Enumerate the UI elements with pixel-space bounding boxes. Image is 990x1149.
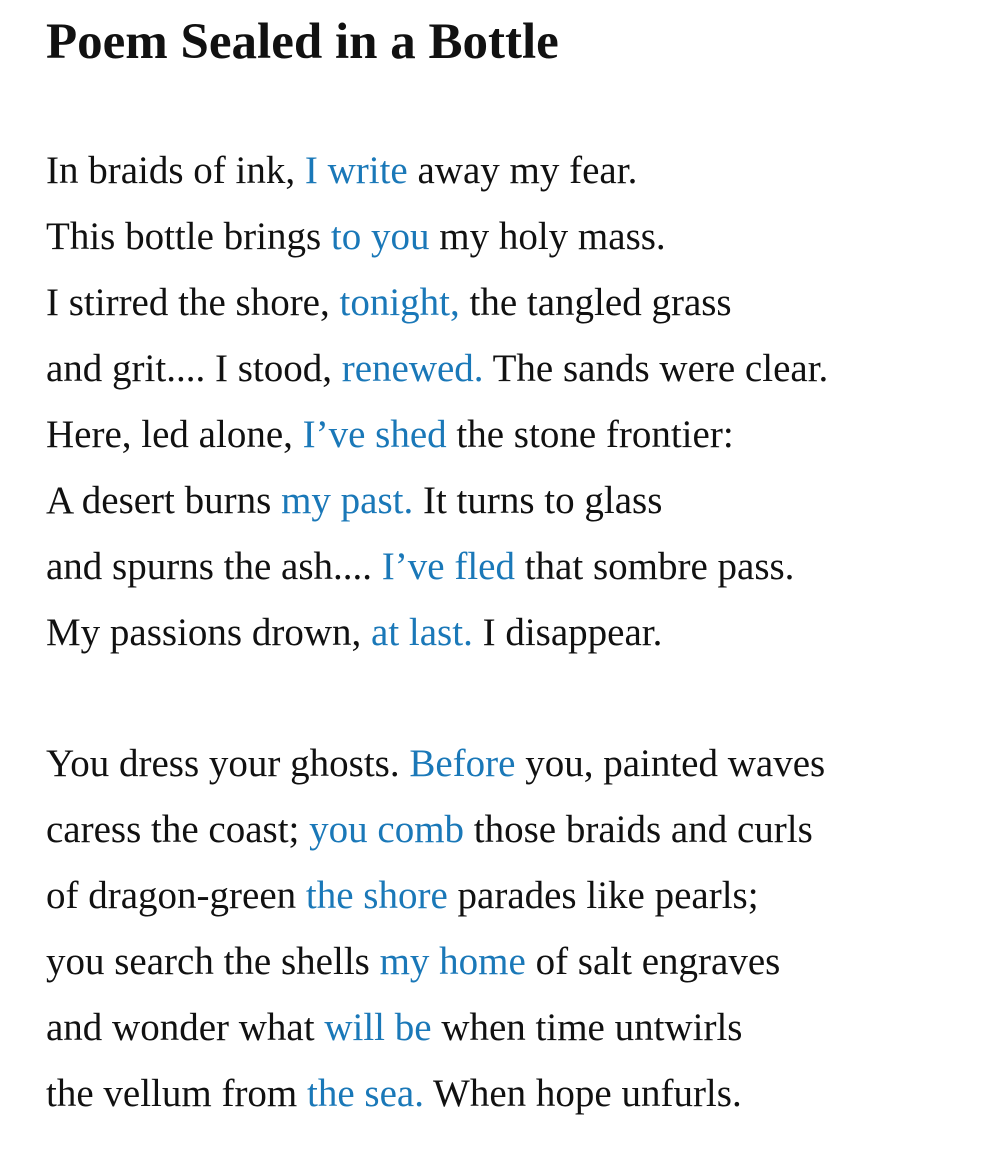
poem-line: You dress your ghosts. Before you, painted waves	[46, 742, 826, 785]
poem-line: the vellum from the sea. When hope unfurls.	[46, 1072, 742, 1115]
poem-title: Poem Sealed in a Bottle	[46, 14, 559, 70]
highlighted-phrase: to you	[330, 215, 430, 258]
poem-line: I stirred the shore, tonight, the tangled grass	[46, 281, 732, 324]
highlighted-phrase: at last.	[371, 611, 473, 654]
poem-line: and grit.... I stood, renewed. The sands were clear.	[46, 347, 829, 390]
poem-line: In braids of ink, I write away my fear.	[46, 149, 638, 192]
highlighted-phrase: the shore	[305, 874, 448, 917]
highlighted-phrase: renewed.	[341, 347, 484, 390]
poem-line: caress the coast; you comb those braids and curls	[46, 808, 813, 851]
poem-line: you search the shells my home of salt engraves	[46, 940, 781, 983]
highlighted-phrase: I’ve shed	[302, 413, 447, 456]
poem-line: This bottle brings to you my holy mass.	[46, 215, 666, 258]
highlighted-phrase: my home	[379, 940, 526, 983]
highlighted-phrase: the sea.	[307, 1072, 424, 1115]
highlighted-phrase: I’ve fled	[381, 545, 515, 588]
poem-line: and wonder what will be when time untwirls	[46, 1006, 743, 1049]
poem-line: Here, led alone, I’ve shed the stone frontier:	[46, 413, 734, 456]
highlighted-phrase: will be	[324, 1006, 432, 1049]
highlighted-phrase: I write	[304, 149, 408, 192]
stanza-1	[46, 138, 828, 666]
stanza-2	[46, 731, 825, 1127]
highlighted-phrase: my past.	[281, 479, 414, 522]
poem-line: of dragon-green the shore parades like pearls;	[46, 874, 759, 917]
poem-line: A desert burns my past. It turns to glass	[46, 479, 663, 522]
highlighted-phrase: Before	[409, 742, 516, 785]
poem-line: and spurns the ash.... I’ve fled that sombre pass.	[46, 545, 795, 588]
poem-line: My passions drown, at last. I disappear.	[46, 611, 663, 654]
highlighted-phrase: you comb	[309, 808, 465, 851]
highlighted-phrase: tonight,	[339, 281, 460, 324]
